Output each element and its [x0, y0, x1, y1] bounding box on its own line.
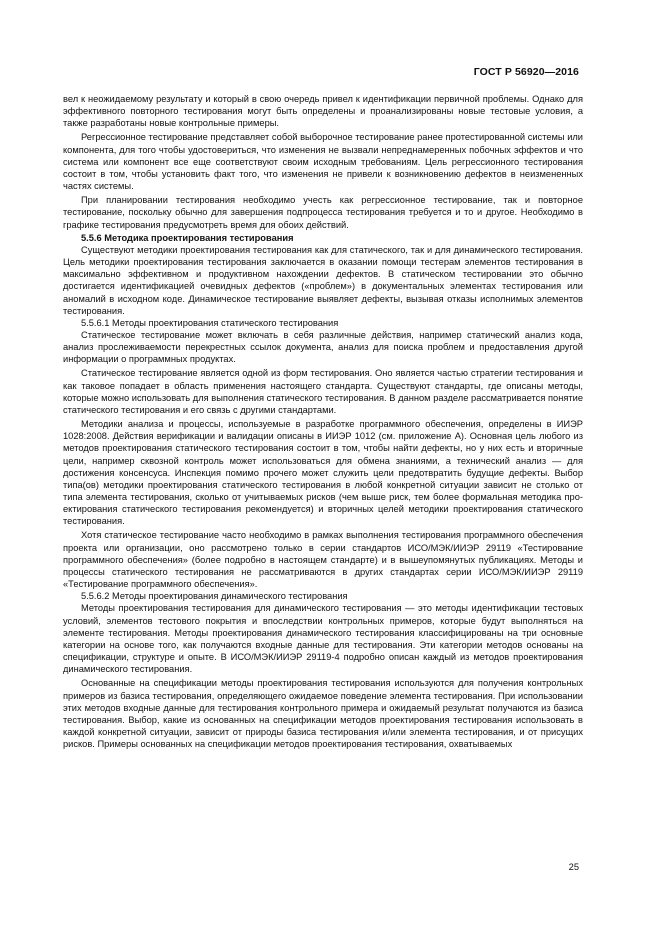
document-header: ГОСТ Р 56920—2016: [473, 66, 579, 78]
paragraph-test-planning: При планировании тестирования необходимо учесть как регрессионное тестирование, так и повторное тестирование, поскольку обычно для завершения подпроцесса тестирования требуется и то и другое. Необходимо в графике тестирования предусмотреть время для обоих действий.: [63, 195, 583, 230]
paragraph-analysis-methods: Методики анализа и процессы, используемые в разработке программного обеспечения, определены в ИИЭР 1028:2008. Действия верификации и валидации описаны в ИИЭР 1012 (см. приложение А). Основная цель любого из методов проектирования статического тестирования состоит в том, чтобы найти дефекты, но у них есть и вторичные цели, например сквозной контроль может использоваться для обмена знаниями, а технический анализ — для достижения консенсуса. Инспекция помимо прочего может служить цели предотвратить будущие дефекты. Выбор типа(ов) методики проектирования статического тестирования в любой конкретной ситуации зависит не столько от типа элемента тестирования, сколько от учитываемых рисков (чем выше риск, тем более формальная методика проектирования статического тестирования рекомендуется) и вторичных целей методики проектирования статического тестирования.: [63, 419, 583, 527]
paragraph-design-techniques: Существуют методики проектирования тестирования как для статического, так и для динамического тестирования. Цель методики проектирования тестирования заключается в оказании помощи тестерам элементов тестирования в максимально эффективном и продуктивном нахождении дефектов. В статическом тестировании это обычно достигается идентификацией очевидных дефектов («проблем») в документальных элементах тестирования или аномалий в исходном коде. Динамическое тестирование выявляет дефекты, вызывая отказы исполнимых элементов тестирования.: [63, 244, 583, 316]
subsection-heading-5-5-6-2: 5.5.6.2 Методы проектирования динамического тестирования: [81, 591, 348, 602]
section-heading-5-5-6: 5.5.6 Методика проектирования тестирования: [81, 232, 294, 243]
paragraph-static-testing-form: Статическое тестирование является одной из форм тестирования. Оно является частью стратегии тестирования и как таковое попадает в область применения настоящего стандарта. Существуют стандарты, где описаны методы, которые можно использовать для выполнения статического тестирования. В данном разделе рассматривается понятие статического тестирования и его связь с другими стандартами.: [63, 368, 583, 415]
paragraph-continuation: вел к неожидаемому результату и который в свою очередь привел к идентификации первичной проблемы. Однако для эффективного повторного тестирования могут быть определены и проанализированы новые тестовые условия, а также разработаны новые контрольные примеры.: [63, 94, 583, 129]
paragraph-static-testing-scope: Хотя статическое тестирование часто необходимо в рамках выполнения тестирования программного обеспечения проекта или организации, оно рассмотрено только в серии стандартов ИСО/МЭК/ИИЭР 29119 «Тестирование программного обеспечения» (более подробно в настоящем стандарте) и в вышеупомянутых публикациях. Методы и процессы статического тестирования не рассматриваются в других стандартах серии ИСО/МЭК/ИИЭР 29119 «Тестирование программного обеспечения».: [63, 530, 583, 590]
page-number: 25: [568, 862, 579, 872]
paragraph-specification-based: Основанные на спецификации методы проектирования тестирования используются для получения контрольных примеров из базиса тестирования, определяющего ожидаемое поведение элемента тестирования. При использовании этих методов входные данные для тестирования контрольного примера и ожидаемый результат получаются из базиса тестирования. Выбор, какие из основанных на спецификации методов проектирования тестирования использовать в каждой конкретной ситуации, зависит от природы базиса тестирования и/или элемента тестирования, и от присущих рисков. Примеры основанных на спецификации методов проектирования тестирования, охватываемых: [63, 678, 583, 750]
paragraph-regression-testing: Регрессионное тестирование представляет собой выборочное тестирование ранее протестированной системы или компонента, для того чтобы удостовериться, что изменения не вызвали непреднамеренных побочных эффектов и что система или компонент все еще соответствуют своим исходным требованиям. Цель регрессионного тестирования состоит в том, чтобы установить факт того, что изменения не привели к возникновению дефектов в неизмененных частях системы.: [63, 132, 583, 192]
subsection-heading-5-5-6-1: 5.5.6.1 Методы проектирования статического тестирования: [81, 317, 339, 328]
paragraph-static-testing-actions: Статическое тестирование может включать в себя различные действия, например статический анализ кода, анализ прослеживаемости перекрестных ссылок документа, анализ для поиска проблем и предоставления другой информации о программных продуктах.: [63, 329, 583, 365]
document-body: [63, 93, 583, 750]
paragraph-dynamic-testing-methods: Методы проектирования тестирования для динамического тестирования — это методы идентификации тестовых условий, элементов тестового покрытия и впоследствии контрольных примеров, которые будут выполняться на элементе тестирования. Методы проектирования динамического тестирования классифицированы на три основные категории на основе того, как получаются входные данные для тестирования. Эти категории методов основаны на спецификации, структуре и опыте. В ИСО/МЭК/ИИЭР 29119-4 подробно описан каждый из методов проектирования динамического тестирования.: [63, 603, 583, 675]
